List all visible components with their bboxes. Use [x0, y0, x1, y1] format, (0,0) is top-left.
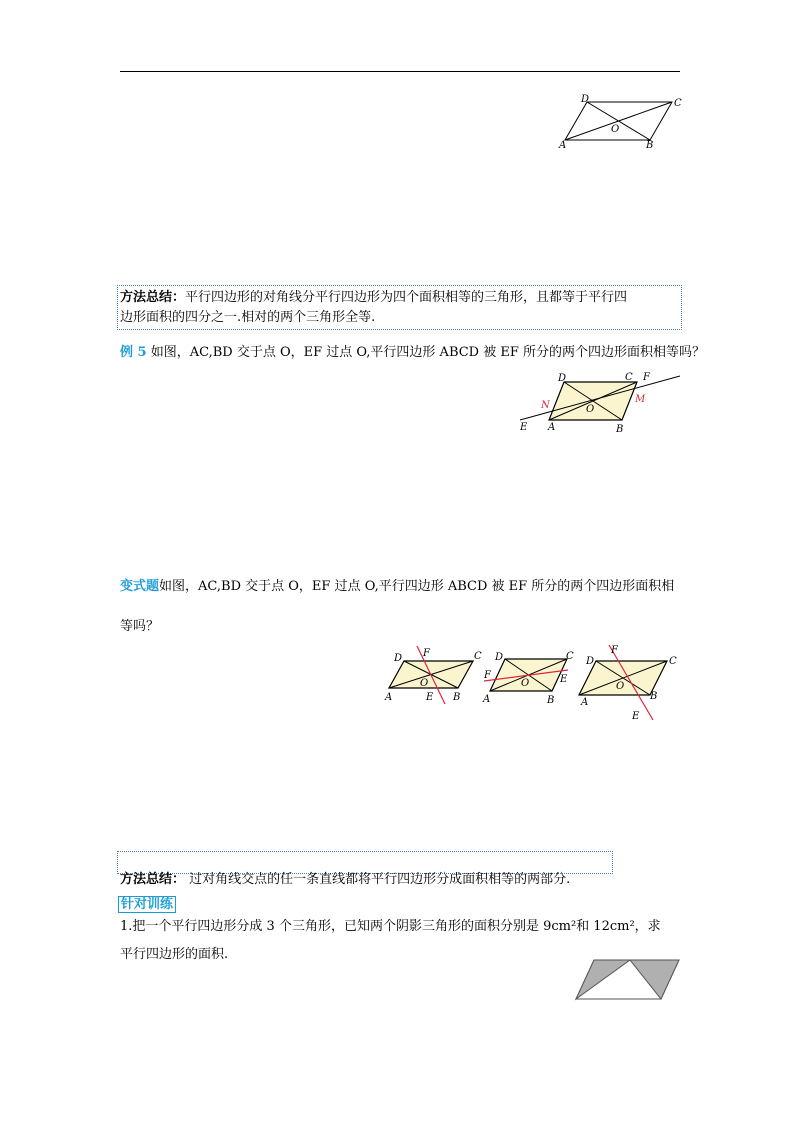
method-summary2-text: 过对角线交点的任一条直线都将平行四边形分成面积相等的两部分. [189, 872, 571, 887]
figure-variant-b [478, 642, 578, 707]
label-a: A [385, 692, 393, 703]
figure-example5 [512, 368, 687, 436]
label-o: O [616, 681, 625, 692]
figure-parallelogram-diagonals [555, 93, 685, 153]
variant-text1: 如图，AC,BD 交于点 O，EF 过点 O,平行四边形 ABCD 被 EF 所分的两个四边形面积相 [159, 579, 675, 594]
label-a: A [581, 697, 589, 708]
training-q1-line2: 平行四边形的面积. [120, 947, 229, 962]
variant-line1 [120, 574, 680, 600]
label-c: C [625, 372, 633, 383]
label-f: F [484, 670, 491, 681]
label-a: A [483, 694, 491, 705]
label-e: E [632, 711, 640, 722]
label-c: C [474, 651, 482, 662]
header-rule [120, 71, 680, 72]
label-d: D [394, 653, 403, 664]
example5-line [120, 340, 706, 366]
label-c: C [566, 651, 574, 662]
method-summary2-label: 方法总结： [120, 872, 186, 887]
label-o: O [521, 678, 530, 689]
label-e: E [560, 674, 568, 685]
label-b: B [616, 424, 624, 435]
method-summary-text1: 平行四边形的对角线分平行四边形为四个面积相等的三角形，且都等于平行四 [185, 290, 628, 305]
figure-variant-a [380, 642, 490, 707]
method-summary-line2: 边形面积的四分之一.相对的两个三角形全等. [120, 310, 376, 325]
label-o: O [420, 678, 429, 689]
training-heading [118, 896, 176, 914]
label-f: F [611, 645, 618, 656]
label-n: N [541, 400, 550, 411]
label-d: D [586, 656, 595, 667]
example5-label: 例 5 [120, 345, 147, 360]
label-d: D [581, 94, 590, 105]
label-b: B [453, 692, 461, 703]
label-b: B [650, 691, 658, 702]
label-a: A [548, 422, 556, 433]
variant-label: 变式题 [120, 579, 160, 594]
label-m: M [635, 394, 646, 405]
label-b: B [646, 140, 654, 151]
label-b: B [547, 695, 555, 706]
figure-variant-c [573, 642, 685, 722]
method-summary-label: 方法总结： [120, 290, 186, 305]
label-d: D [558, 373, 567, 384]
label-c: C [674, 98, 682, 109]
example5-text: 如图，AC,BD 交于点 O，EF 过点 O,平行四边形 ABCD 被 EF 所分的两个四边形面积相等吗？ [150, 345, 706, 360]
method-summary2-line [120, 867, 680, 893]
variant-line2: 等吗？ [120, 619, 160, 634]
label-e: E [520, 422, 528, 433]
label-a: A [559, 140, 567, 151]
label-c: C [669, 656, 677, 667]
training-q1-line1: 1.把一个平行四边形分成 3 个三角形，已知两个阴影三角形的面积分别是 9cm²和 12cm²，求 [120, 919, 661, 934]
label-f: F [643, 372, 650, 383]
label-e: E [426, 692, 434, 703]
figure-shaded-parallelogram [572, 957, 684, 1003]
label-o: O [611, 124, 620, 135]
label-d: D [495, 652, 504, 663]
label-f: F [423, 648, 430, 659]
label-o: O [586, 404, 595, 415]
training-label: 针对训练 [118, 896, 176, 913]
